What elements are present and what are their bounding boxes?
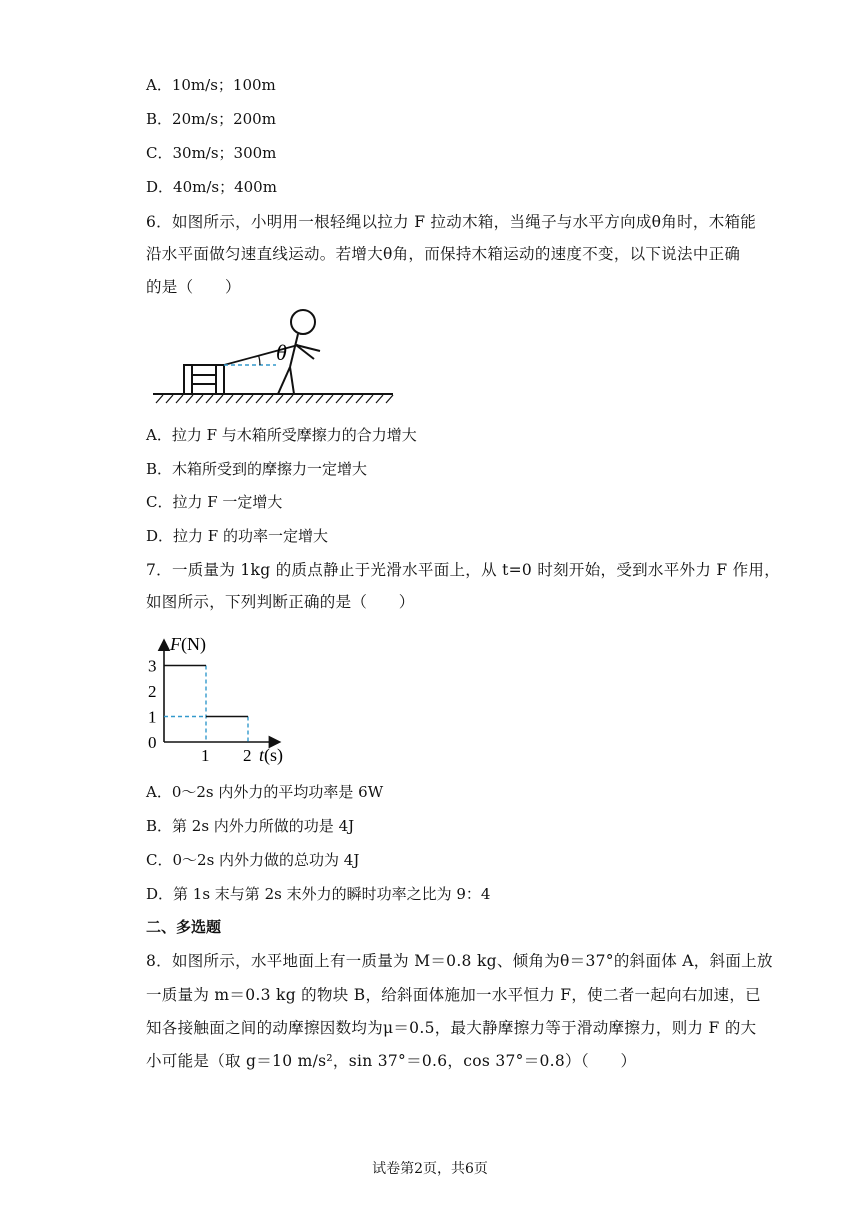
theta-label: θ (276, 340, 287, 365)
q6-option-b: B．木箱所受到的摩擦力一定增大 (146, 460, 368, 478)
q6-option-c: C．拉力 F 一定增大 (146, 493, 283, 511)
q7-option-b: B．第 2s 内外力所做的功是 4J (146, 817, 355, 835)
section-title-multiple-choice: 二、多选题 (146, 918, 222, 936)
q7-force-time-chart (140, 620, 310, 770)
q6-option-d: D．拉力 F 的功率一定增大 (146, 527, 328, 545)
q6-stem-line-1: 6．如图所示，小明用一根轻绳以拉力 F 拉动木箱，当绳子与水平方向成θ角时，木箱能 (146, 213, 757, 231)
q7-stem-line-1: 7．一质量为 1kg 的质点静止于光滑水平面上，从 t=0 时刻开始，受到水平外力 F 作用， (146, 561, 781, 579)
ground-hatching (156, 395, 393, 403)
q7-option-c: C．0～2s 内外力做的总功为 4J (146, 851, 360, 869)
q8-stem-line-1: 8．如图所示，水平地面上有一质量为 M＝0.8 kg、倾角为θ＝37°的斜面体 A，斜面上放 (146, 952, 773, 970)
q7-stem-line-2: 如图所示，下列判断正确的是（ ） (146, 593, 415, 611)
x-tick-label-1: 1 (201, 746, 210, 765)
q6-figure-pulling-box (148, 305, 408, 415)
q8-stem-line-2: 一质量为 m＝0.3 kg 的物块 B，给斜面体施加一水平恒力 F，使二者一起向右加速，已 (146, 986, 761, 1004)
y-tick-label-3: 3 (148, 656, 157, 676)
y-axis-label: F(N) (170, 633, 206, 654)
wooden-box (184, 365, 224, 394)
page-footer: 试卷第2页，共6页 (372, 1161, 488, 1177)
q6-stem-line-2: 沿水平面做匀速直线运动。若增大θ角，而保持木箱运动的速度不变，以下说法中正确 (146, 245, 741, 263)
q5-option-d: D．40m/s；400m (146, 178, 277, 196)
rope (224, 345, 298, 365)
y-tick-label-2: 2 (148, 682, 157, 701)
q8-stem-line-4: 小可能是（取 g＝10 m/s²，sin 37°＝0.6，cos 37°＝0.8）（ ） (146, 1052, 637, 1070)
q5-option-b: B．20m/s；200m (146, 110, 276, 128)
q7-option-a: A．0～2s 内外力的平均功率是 6W (146, 783, 384, 801)
q5-option-a: A．10m/s；100m (146, 76, 276, 94)
q5-option-c: C．30m/s；300m (146, 144, 277, 162)
q8-stem-line-3: 知各接触面之间的动摩擦因数均为μ＝0.5，最大静摩擦力等于滑动摩擦力，则力 F 的大 (146, 1019, 757, 1037)
y-tick-label-0: 0 (148, 733, 157, 752)
x-axis-label: t(s) (259, 745, 284, 765)
q6-stem-line-3: 的是（ ） (146, 278, 241, 296)
q6-option-a: A．拉力 F 与木箱所受摩擦力的合力增大 (146, 426, 417, 444)
x-tick-label-2: 2 (243, 746, 252, 765)
y-tick-label-1: 1 (148, 707, 157, 727)
q7-option-d: D．第 1s 末与第 2s 末外力的瞬时功率之比为 9：4 (146, 885, 491, 903)
